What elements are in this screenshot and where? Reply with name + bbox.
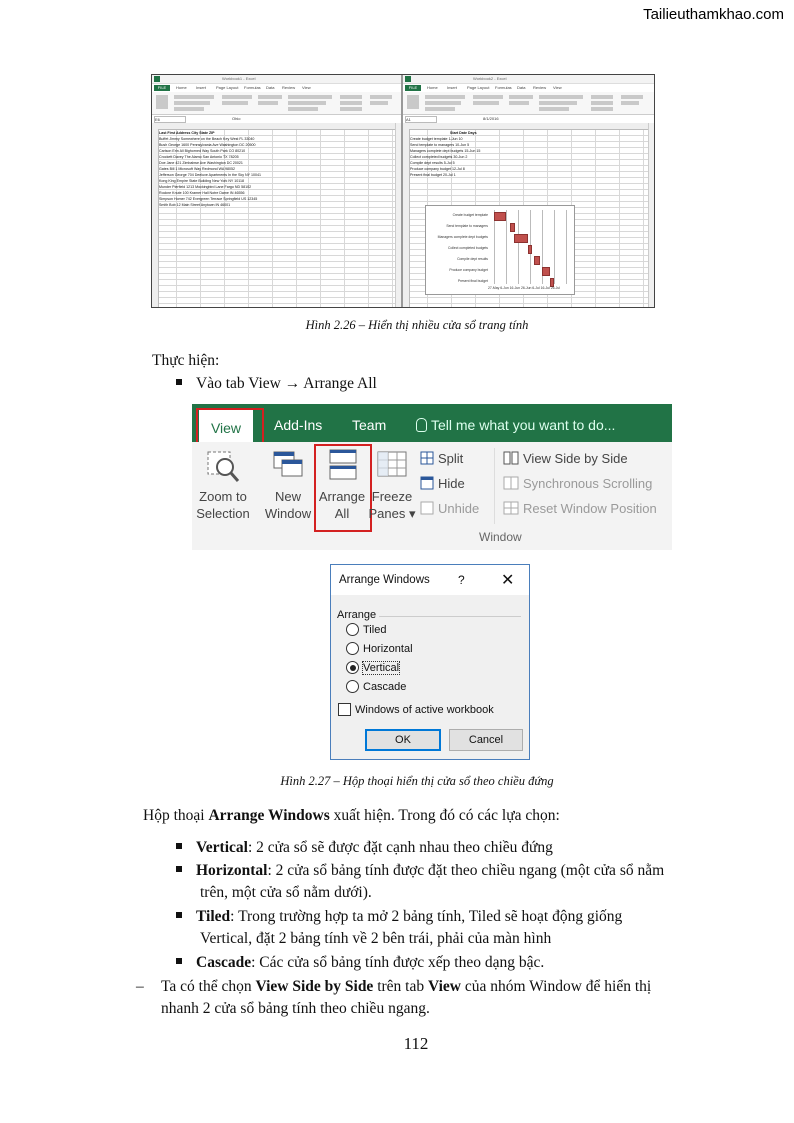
- tab-data[interactable]: Data: [517, 85, 526, 90]
- highlight-arrange-all: [314, 444, 372, 532]
- tab-home[interactable]: Home: [427, 85, 438, 90]
- table-row: Kong King Empire State Building New York NY 10118: [159, 179, 244, 183]
- radio-cascade[interactable]: [346, 680, 359, 693]
- gantt-label: Present final budget: [457, 279, 488, 283]
- tab-data[interactable]: Data: [266, 85, 275, 90]
- gantt-chart: [425, 205, 575, 295]
- bullet-horizontal: Horizontal: 2 cửa sổ bảng tính được đặt theo chiều ngang (một cửa sổ nằm trên, một cửa sổ nằm dưới).: [176, 860, 721, 904]
- gantt-label: Compile dept results: [457, 257, 488, 261]
- table-row: Create budget template 1-Jun 10: [410, 137, 463, 141]
- table-row: Jefferson George 704 Deeluxe Apartments In the Sky NY 10041: [159, 173, 261, 177]
- radio-tiled[interactable]: [346, 623, 359, 636]
- reset-window-position-button[interactable]: Reset Window Position: [523, 501, 657, 516]
- gantt-label: Create budget template: [452, 213, 488, 217]
- column-headers: [403, 123, 654, 130]
- paragraph-intro: Hộp thoại Arrange Windows xuất hiện. Trong đó có các lựa chọn:: [143, 807, 560, 824]
- dialog-title: Arrange Windows: [339, 574, 430, 586]
- radio-label-horizontal: Horizontal: [363, 643, 413, 655]
- gantt-label: Collect completed budgets: [448, 246, 488, 250]
- highlight-view-tab: [196, 408, 264, 446]
- gantt-bar: [542, 267, 550, 276]
- excel-logo-icon: [405, 76, 411, 82]
- excel-window-left: [152, 75, 403, 307]
- tab-formulas[interactable]: Formulas: [244, 85, 261, 90]
- radio-label-vertical: Vertical: [363, 662, 400, 674]
- excel-ribbon: [403, 92, 654, 115]
- tab-view[interactable]: View: [302, 85, 311, 90]
- excel-title-bar: [403, 75, 654, 84]
- file-tab[interactable]: FILE: [154, 85, 170, 91]
- figure-two-excel-windows: [151, 74, 655, 308]
- tab-view[interactable]: View: [553, 85, 562, 90]
- tell-me-box[interactable]: [416, 404, 615, 442]
- table-row: Smith Bob 12 Main Street Anytown IN 46001: [159, 203, 231, 207]
- tab-review[interactable]: Review: [282, 85, 296, 90]
- table-row: Present final budget 20-Jul 1: [410, 173, 456, 177]
- tell-me-text: Tell me what you want to do...: [431, 417, 616, 433]
- unhide-button[interactable]: Unhide: [438, 501, 480, 516]
- vertical-scrollbar[interactable]: [648, 123, 654, 307]
- new-window-button[interactable]: New Window: [264, 489, 312, 521]
- excel-window-right: [403, 75, 654, 307]
- freeze-panes-button[interactable]: Freeze Panes ▾: [368, 489, 416, 521]
- gantt-bar: [514, 234, 528, 243]
- window-group-label: Window: [479, 530, 522, 544]
- table-row: Compile dept results 5-Jul 5: [410, 161, 455, 165]
- radio-vertical[interactable]: [346, 661, 359, 674]
- page-number: 112: [403, 1034, 429, 1053]
- table-row: Doe Jane 421 Zimbabwe Ave Washington DC 20021: [159, 161, 243, 165]
- table-row: Send template to managers 10-Jun 5: [410, 143, 470, 147]
- name-box[interactable]: A1: [405, 116, 437, 123]
- split-icon: [420, 451, 434, 465]
- excel-ribbon: [152, 92, 401, 115]
- tab-team[interactable]: Team: [352, 417, 387, 433]
- windows-of-active-workbook-checkbox[interactable]: [338, 703, 351, 716]
- table-row: Collect completed budgets 30-Jun 2: [410, 155, 468, 159]
- tab-view[interactable]: View: [199, 410, 253, 442]
- figure-caption: Hình 2.26 – Hiển thị nhiều cửa sổ trang tính: [305, 318, 529, 332]
- gantt-label: Produce company budget: [449, 268, 488, 272]
- tab-page-layout[interactable]: Page Layout: [216, 85, 239, 90]
- radio-label-tiled: Tiled: [363, 624, 387, 636]
- split-button[interactable]: Split: [438, 451, 464, 466]
- bullet-cascade: Cascade: Các cửa sổ bảng tính được xếp theo dạng bậc.: [176, 952, 721, 974]
- excel-ribbon-tabs: [403, 84, 654, 92]
- zoom-to-selection-icon: [206, 450, 240, 484]
- excel-view-ribbon: [192, 404, 672, 550]
- synchronous-scrolling-button[interactable]: Synchronous Scrolling: [523, 476, 653, 491]
- steps-intro: Thực hiện:: [152, 352, 220, 369]
- column-headers: [152, 123, 401, 130]
- figure-caption: Hình 2.27 – Hộp thoại hiển thị cửa sổ theo chiều đứng: [280, 774, 554, 788]
- close-icon[interactable]: ✕: [501, 572, 515, 589]
- name-box[interactable]: E6: [154, 116, 186, 123]
- excel-ribbon-tabs: [152, 84, 401, 92]
- arrange-windows-dialog: [330, 564, 530, 760]
- table-row: Bush George 1600 Pennsylvania Ave Washington DC 20500: [159, 143, 256, 147]
- hide-icon: [420, 476, 434, 490]
- tab-review[interactable]: Review: [533, 85, 547, 90]
- radio-label-cascade: Cascade: [363, 681, 407, 693]
- tab-add-ins[interactable]: Add-Ins: [274, 417, 323, 433]
- step-item: [176, 373, 377, 395]
- tab-insert[interactable]: Insert: [447, 85, 458, 90]
- radio-horizontal[interactable]: [346, 642, 359, 655]
- tab-home[interactable]: Home: [176, 85, 187, 90]
- freeze-panes-icon: [376, 450, 408, 480]
- excel-window-title: Workbook2 - Excel: [473, 76, 507, 81]
- ok-button[interactable]: OK: [365, 729, 441, 751]
- unhide-icon: [420, 501, 434, 515]
- bullet-vertical: Vertical: 2 cửa sổ sẽ được đặt cạnh nhau theo chiều đứng: [176, 837, 721, 859]
- excel-title-bar: [152, 75, 401, 84]
- ribbon-body: [192, 442, 672, 550]
- dialog-title-bar: [331, 565, 529, 595]
- table-row: Rockne Knute 100 Kramer Hall Notre Dame IN 46556: [159, 191, 245, 195]
- gantt-label: Managers complete dept budgets: [437, 235, 488, 239]
- table-row: Buffet Jimmy Somewhere on the Beach Key West FL 33040: [159, 137, 255, 141]
- row-headers: [152, 129, 159, 307]
- arrange-group-label: Arrange: [337, 609, 377, 621]
- step-text: Vào tab View → Arrange All: [196, 375, 377, 392]
- formula-input[interactable]: 8/1/2016: [483, 116, 499, 121]
- dash-item: – Ta có thể chọn View Side by Side trên tab View của nhóm Window để hiển thị nhanh 2 cửa sổ bảng tính theo chiều ngang.: [136, 978, 652, 1017]
- gantt-bar: [534, 256, 540, 265]
- excel-logo-icon: [154, 76, 160, 82]
- table-row: Last First Address City State ZIP: [159, 131, 215, 135]
- synchronous-scrolling-icon: [503, 476, 519, 490]
- table-row: Munder Pierfield 1213 Mockingbird Lane Fargo ND 58102: [159, 185, 252, 189]
- gantt-bar: [494, 212, 506, 221]
- formula-input[interactable]: Ohio: [232, 116, 241, 121]
- arrange-all-button[interactable]: Arrange All: [318, 489, 366, 521]
- table-row: Simpson Homer 742 Evergreen Terrace Springfield US 12345: [159, 197, 258, 201]
- reset-window-position-icon: [503, 501, 519, 515]
- budget-table: [410, 130, 480, 178]
- watermark: Tailieuthamkhao.com: [643, 6, 784, 23]
- tab-formulas[interactable]: Formulas: [495, 85, 512, 90]
- row-headers: [403, 129, 410, 307]
- view-side-by-side-icon: [503, 451, 519, 465]
- lightbulb-icon: [416, 418, 427, 432]
- dialog-body: [331, 595, 529, 759]
- table-row: Produce company budget 12-Jul 8: [410, 167, 465, 171]
- cancel-button[interactable]: Cancel: [449, 729, 523, 751]
- tab-page-layout[interactable]: Page Layout: [467, 85, 490, 90]
- zoom-to-selection-button[interactable]: Zoom to Selection: [196, 489, 250, 521]
- address-table: [159, 130, 261, 208]
- gantt-bar: [528, 245, 532, 254]
- tab-insert[interactable]: Insert: [196, 85, 207, 90]
- excel-window-title: Workbook1 - Excel: [222, 76, 256, 81]
- vertical-scrollbar[interactable]: [395, 123, 401, 307]
- table-row: Gates Bill 1 Microsoft Way Redmond WA 98052: [159, 167, 236, 171]
- gantt-label: Send template to managers: [446, 224, 488, 228]
- bullet-tiled: Tiled: Trong trường hợp ta mở 2 bảng tính, Tiled sẽ hoạt động giống Vertical, đặt 2 bảng tính về 2 bên trái, phải của màn hình: [176, 906, 721, 950]
- help-icon[interactable]: ?: [458, 573, 465, 587]
- table-row: Carlson Erin All Bighorned Way South Park CO 80210: [159, 149, 246, 153]
- gantt-axis: 27-May 6-Jun 16-Jun 26-Jun 6-Jul 16-Jul 26-Jul: [488, 286, 560, 290]
- new-window-icon: [272, 450, 304, 480]
- table-row: Managers complete dept budgets 15-Jun 15: [410, 149, 481, 153]
- ribbon-tab-bar: [192, 404, 672, 442]
- checkbox-label: Windows of active workbook: [355, 704, 494, 716]
- view-side-by-side-button[interactable]: View Side by Side: [523, 451, 628, 466]
- table-header: Start Date Days: [450, 131, 477, 135]
- hide-button[interactable]: Hide: [438, 476, 465, 491]
- table-row: Crockett Davey The Alamo San Antonio TX 78205: [159, 155, 239, 159]
- file-tab[interactable]: FILE: [405, 85, 421, 91]
- gantt-bar: [510, 223, 515, 232]
